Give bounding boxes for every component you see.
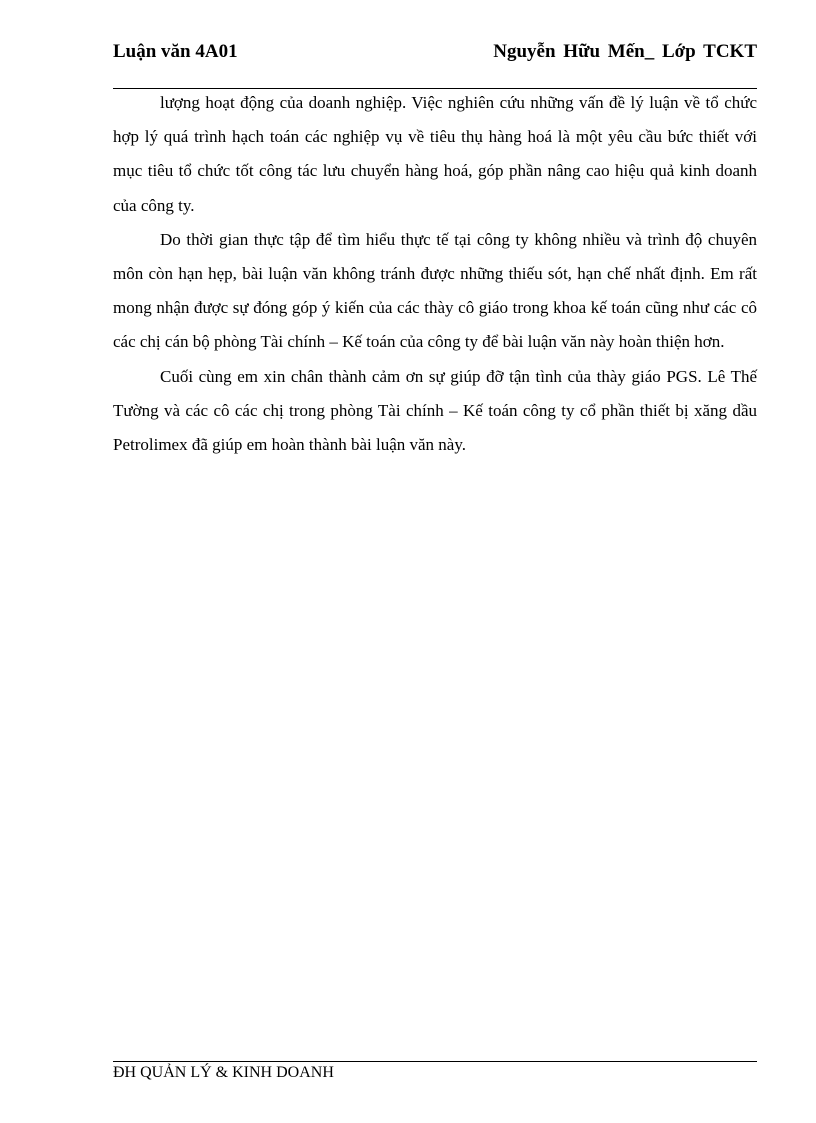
paragraph-internship-limits: Do thời gian thực tập để tìm hiểu thực tế tại công ty không nhiều và trình độ chuyên môn còn hạn hẹp, bài luận văn không tránh được những thiếu sót, hạn chế nhất định. Em rất mong nhận được sự đóng góp ý kiến của các thày cô giáo trong khoa kế toán cũng như các cô các chị cán bộ phòng Tài chính – Kế toán của công ty để bài luận văn này hoàn thiện hơn. bbox=[113, 229, 757, 352]
paragraph-continuation: lượng hoạt động của doanh nghiệp. Việc nghiên cứu những vấn đề lý luận về tổ chức hợp lý quá trình hạch toán các nghiệp vụ về tiêu thụ hàng hoá là một yêu cầu bức thiết với mục tiêu tổ chức tốt công tác lưu chuyển hàng hoá, góp phần nâng cao hiệu quả kinh doanh của công ty. bbox=[113, 93, 757, 215]
document-body bbox=[113, 86, 757, 462]
footer-divider bbox=[113, 1061, 757, 1062]
header-author-class: Nguyễn Hữu Mến_ Lớp TCKT bbox=[493, 41, 757, 62]
paragraph-acknowledgement: Cuối cùng em xin chân thành cảm ơn sự giúp đỡ tận tình của thày giáo PGS. Lê Thế Tường và các cô các chị trong phòng Tài chính – Kế toán công ty cổ phần thiết bị xăng dầu Petrolimex đã giúp em hoàn thành bài luận văn này. bbox=[113, 366, 757, 455]
page-footer: ĐH QUẢN LÝ & KINH DOANH bbox=[113, 1064, 334, 1081]
header-thesis-label: Luận văn 4A01 bbox=[113, 41, 238, 62]
